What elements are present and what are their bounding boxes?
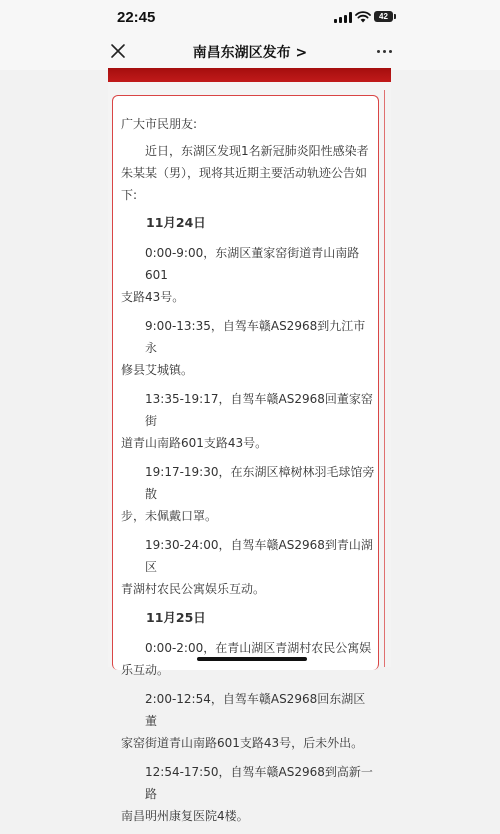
status-time: 22:45 <box>117 9 156 26</box>
itinerary-entry: 0:00-9:00，东湖区董家窑街道青山南路601 支路43号。 <box>121 246 360 304</box>
wifi-icon <box>355 11 371 23</box>
itinerary-entry: 9:00-13:35，自驾车赣AS2968到九江市永 修县艾城镇。 <box>121 319 366 377</box>
home-indicator[interactable] <box>197 657 307 661</box>
greeting: 广大市民朋友: <box>121 117 198 131</box>
account-title[interactable]: 南昌东湖区发布 > <box>192 45 308 61</box>
card-border-decoration <box>380 90 385 667</box>
date-heading: 11月24日 <box>146 215 206 230</box>
header-banner <box>108 68 391 82</box>
itinerary-entry: 2:00-12:54，自驾车赣AS2968回东湖区董 家窑街道青山南路601支路43号，后未外出。 <box>121 692 366 750</box>
signal-icon <box>334 12 352 23</box>
itinerary-entry: 19:30-24:00，自驾车赣AS2968到青山湖区 青湖村农民公寓娱乐互动。 <box>121 538 373 596</box>
nav-bar <box>0 34 500 70</box>
itinerary-entry: 12:54-17:50，自驾车赣AS2968到高新一路 南昌明州康复医院4楼。 <box>121 765 373 823</box>
itinerary-entry: 19:17-19:30，在东湖区樟树林羽毛球馆旁散 步，未佩戴口罩。 <box>121 465 375 523</box>
date-heading: 11月25日 <box>146 610 206 625</box>
battery-icon: 42 <box>374 11 393 22</box>
itinerary-entry: 0:00-2:00，在青山湖区青湖村农民公寓娱 乐互动。 <box>121 641 372 677</box>
notice-card <box>112 95 379 823</box>
intro-paragraph: 近日，东湖区发现1名新冠肺炎阳性感染者朱某某（男），现将其近期主要活动轨迹公告如下: <box>121 144 369 202</box>
status-bar <box>0 0 500 34</box>
itinerary-entry: 13:35-19:17，自驾车赣AS2968回董家窑街 道青山南路601支路43号。 <box>121 392 373 450</box>
more-icon[interactable] <box>375 42 393 60</box>
article-body <box>121 113 375 834</box>
